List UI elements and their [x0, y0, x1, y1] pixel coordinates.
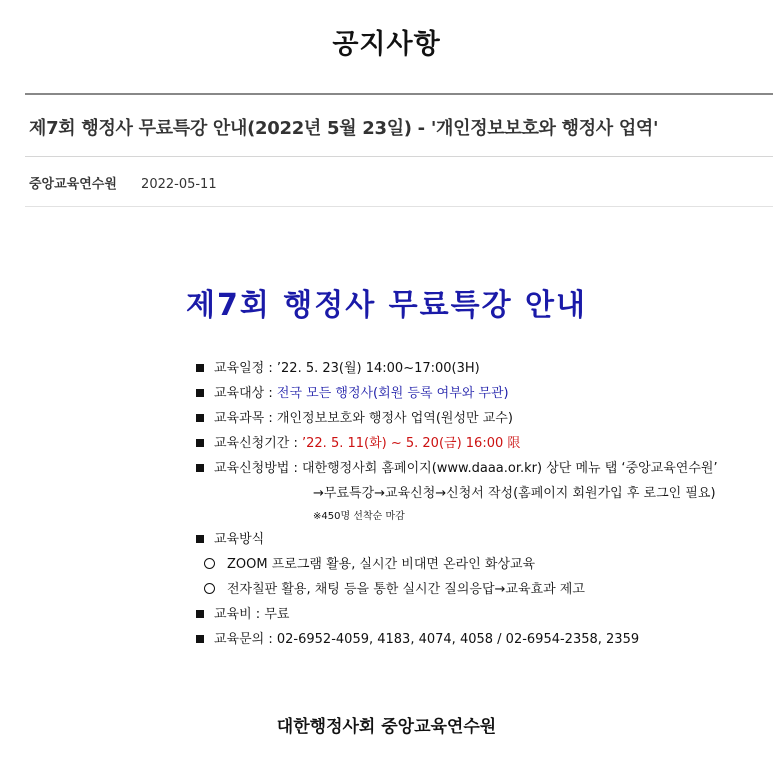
fee-line: [196, 602, 773, 627]
post-date: 2022-05-11: [141, 177, 217, 192]
mode-item-2-text: 전자칠판 활용, 채팅 등을 통한 실시간 질의응답→교육효과 제고: [227, 582, 585, 597]
period-value: ’22. 5. 11(화) ~ 5. 20(금) 16:00 限: [302, 436, 521, 451]
post-title: 제7회 행정사 무료특강 안내(2022년 5월 23일) - '개인정보보호와 행정사 업역': [29, 118, 659, 139]
subject-value: 개인정보보호와 행정사 업역(원성만 교수): [276, 411, 513, 426]
target-line: [196, 381, 773, 406]
contact-value: 02-6952-4059, 4183, 4074, 4058 / 02-6954-2358, 2359: [276, 632, 640, 647]
post-author: 중앙교육연수원: [29, 177, 117, 192]
schedule-value: ’22. 5. 23(월) 14:00~17:00(3H): [276, 361, 480, 376]
subject-label: 교육과목 :: [214, 411, 277, 426]
method-line-2: →무료특강→교육신청→신청서 작성(홈페이지 회원가입 후 로그인 필요): [313, 486, 716, 501]
method-label: 교육신청방법 :: [214, 461, 302, 476]
method-value: 대한행정사회 홈페이지(www.daaa.or.kr) 상단 메뉴 탭 ‘중앙교육연수원’: [302, 461, 718, 476]
title-divider: [25, 93, 773, 95]
method-note: ※450명 선착순 마감: [313, 511, 405, 522]
bullet-square-icon: [196, 610, 204, 618]
post-meta: [29, 173, 217, 192]
notice-headline: 제7회 행정사 무료특강 안내: [186, 288, 587, 323]
bullet-square-icon: [196, 464, 204, 472]
target-value: 전국 모든 행정사(회원 등록 여부와 무관): [276, 386, 509, 401]
bullet-square-icon: [196, 535, 204, 543]
period-line: [196, 431, 773, 456]
post-title-divider: [25, 156, 773, 157]
method-line: [196, 456, 773, 481]
target-label: 교육대상 :: [214, 386, 277, 401]
contact-line: [196, 627, 773, 652]
bullet-square-icon: [196, 635, 204, 643]
notice-footer: 대한행정사회 중앙교육연수원: [276, 717, 497, 737]
mode-line: [196, 527, 773, 552]
bullet-square-icon: [196, 389, 204, 397]
notice-body: [196, 356, 773, 652]
bullet-square-icon: [196, 414, 204, 422]
schedule-label: 교육일정 :: [214, 361, 277, 376]
contact-label: 교육문의 :: [214, 632, 277, 647]
period-label: 교육신청기간 :: [214, 436, 302, 451]
bullet-circle-icon: [204, 558, 215, 569]
mode-item-1: [196, 552, 773, 577]
fee-label: 교육비 :: [214, 607, 265, 622]
mode-label: 교육방식: [214, 532, 265, 547]
fee-value: 무료: [264, 607, 290, 622]
schedule-line: [196, 356, 773, 381]
mode-item-2: [196, 577, 773, 602]
page-title: 공지사항: [332, 29, 441, 60]
mode-item-1-text: ZOOM 프로그램 활용, 실시간 비대면 온라인 화상교육: [227, 557, 536, 572]
meta-divider: [25, 206, 773, 207]
bullet-square-icon: [196, 364, 204, 372]
subject-line: [196, 406, 773, 431]
bullet-circle-icon: [204, 583, 215, 594]
bullet-square-icon: [196, 439, 204, 447]
